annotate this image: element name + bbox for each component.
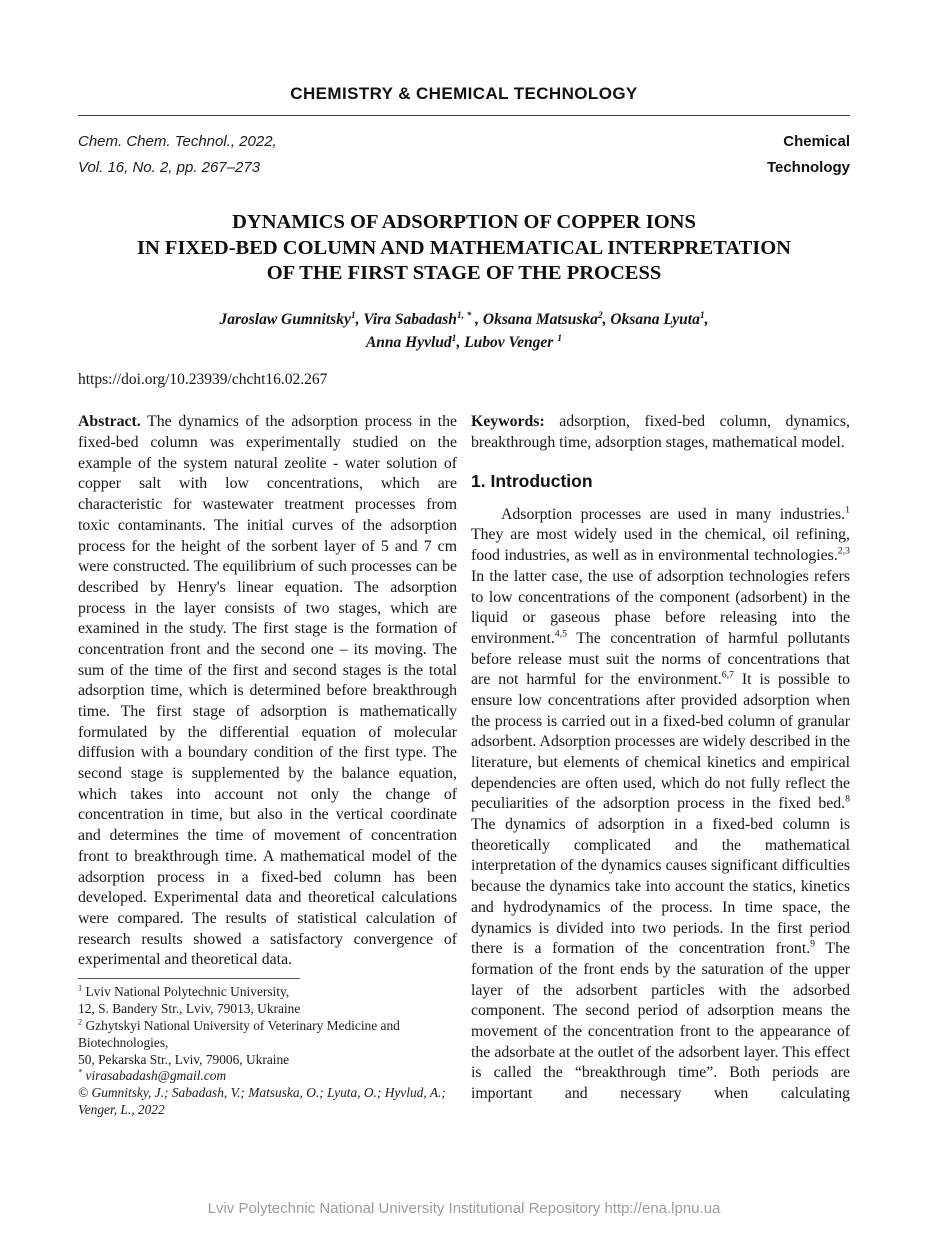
footnote-block — [78, 978, 457, 1119]
article-title — [78, 210, 850, 287]
footnote-divider — [78, 978, 300, 979]
footnote-address-2: 50, Pekarska Str., Lviv, 79006, Ukraine — [78, 1051, 290, 1067]
introduction-paragraph: Adsorption processes are used in many industries.$^1$ They are most widely used in the chemical, oil refining, food industries, as well as in environmental technologies.$^{2,3}$ In the latter case, the use of adsorption technologies refers to low concentrations of the component (adsorbent) in the liquid or gaseous phase before releasing into the environment.$^{4,5}$ The concentration of harmful pollutants before release must suit the norms of concentrations that are not harmful for the environment.$^{6,7}$ It is possible to ensure low concentrations after provided adsorption when the process is carried out in a fixed-bed column of granular adsorbent. Adsorption processes are widely described in the literature, but elements of chemical kinetics and empirical dependencies are often used, which do not fully reflect the peculiarities of the adsorption process in the fixed bed.$^8$ The dynamics of adsorption in a fixed-bed column is theoretically complicated and the mathematical interpretation of the dynamics causes significant difficulties because the dynamics take into account the statics, kinetics and hydrodynamics of the process. In time space, the dynamics is divided into two periods. In the first period there is a formation of the concentration front.$^9$ The formation of the front ends by the saturation of the upper layer of the adsorbent particles with the adsorbed component. The second period of adsorption means the movement of the concentration front to the appearance of the adsorbate at the outlet of the adsorbent layer. This effect is called the “breakthrough time”. Both periods are important and necessary when calculating — [471, 504, 850, 1102]
abstract-paragraph: Abstract. The dynamics of the adsorption process in the fixed-bed column was experimentally studied on the example of the system natural zeolite - water solution of copper salt with low concentrations, which are characteristic for wastewater treatment processes from toxic contaminants. The initial curves of the adsorption process for the height of the sorbent layer of 5 and 7 cm were constructed. The equilibrium of such processes can be described by Henry's linear equation. The adsorption process in the layer consists of two stages, which are examined in the study. The first stage is the formation of concentration front and the second one – its moving. The sum of the time of the first and second stages is the total adsorption time, which is determined before breakthrough time. The first stage of adsorption is mathematically formulated by the differential equation of molecular diffusion with a boundary condition of the first type. The second stage is supplemented by the balance equation, which takes into account not only the change of concentration in time, but also in the vertical coordinate and determines the time of movement of concentration front to breakthrough time. A mathematical model of the adsorption process in a fixed-bed column has been developed. Experimental data and theoretical calculations were compared. The results of statistical calculation of research results showed a satisfactory convergence of experimental and theoretical data. — [78, 413, 457, 969]
citation-row — [78, 129, 850, 180]
doi-link: https://doi.org/10.23939/chcht16.02.267 — [78, 371, 328, 389]
journal-badge-line-2: Technology — [766, 158, 850, 176]
citation-block — [78, 129, 277, 180]
authors-block — [78, 308, 850, 355]
keywords-paragraph: Keywords: adsorption, fixed-bed column, dynamics, breakthrough time, adsorption stages, mathematical model. — [471, 413, 850, 452]
article-title-line-2: IN FIXED-BED COLUMN AND MATHEMATICAL INTERPRETATION — [137, 236, 791, 259]
footnote-copyright: © Gumnitsky, J.; Sabadash, V.; Matsuska, O.; Lyuta, O.; Hyvlud, A.; Venger, L., 2022 — [78, 1085, 446, 1118]
journal-name-badge — [767, 129, 850, 180]
section-heading-introduction: 1. Introduction — [471, 470, 593, 491]
authors-line-2: Anna Hyvlud$^1$, Lubov Venger $^1$ — [365, 332, 563, 352]
footnote-affiliation-1: $^1$ Lviv National Polytechnic University, — [78, 983, 290, 999]
repository-footer-note: Lviv Polytechnic National University Institutional Repository http://ena.lpnu.ua — [207, 1200, 721, 1217]
left-column — [78, 412, 457, 1119]
right-column — [471, 412, 850, 1119]
two-column-body — [78, 412, 850, 1119]
authors-line-1: Jaroslaw Gumnitsky$^1$, Vira Sabadash$^{1, *}$ , Oksana Matsuska$^2$, Oksana Lyuta$^1$, — [219, 309, 709, 328]
citation-line-1: Chem. Chem. Technol., 2022, — [78, 133, 277, 150]
footnote-address-1: 12, S. Bandery Str., Lviv, 79013, Ukraine — [78, 1000, 301, 1016]
citation-line-2: Vol. 16, No. 2, pp. 267–273 — [78, 158, 261, 176]
header-rule — [78, 115, 850, 116]
article-title-line-1: DYNAMICS OF ADSORPTION OF COPPER IONS — [232, 211, 696, 233]
footnote-affiliation-2: $^2$ Gzhytskyi National University of Veterinary Medicine and Biotechnologies, — [78, 1017, 400, 1050]
journal-badge-line-1: Chemical — [783, 133, 850, 150]
article-title-line-3: OF THE FIRST STAGE OF THE PROCESS — [266, 262, 662, 285]
journal-header-title: CHEMISTRY & CHEMICAL TECHNOLOGY — [290, 84, 638, 103]
footnote-corresponding-email: * virasabadash@gmail.com — [78, 1067, 227, 1084]
